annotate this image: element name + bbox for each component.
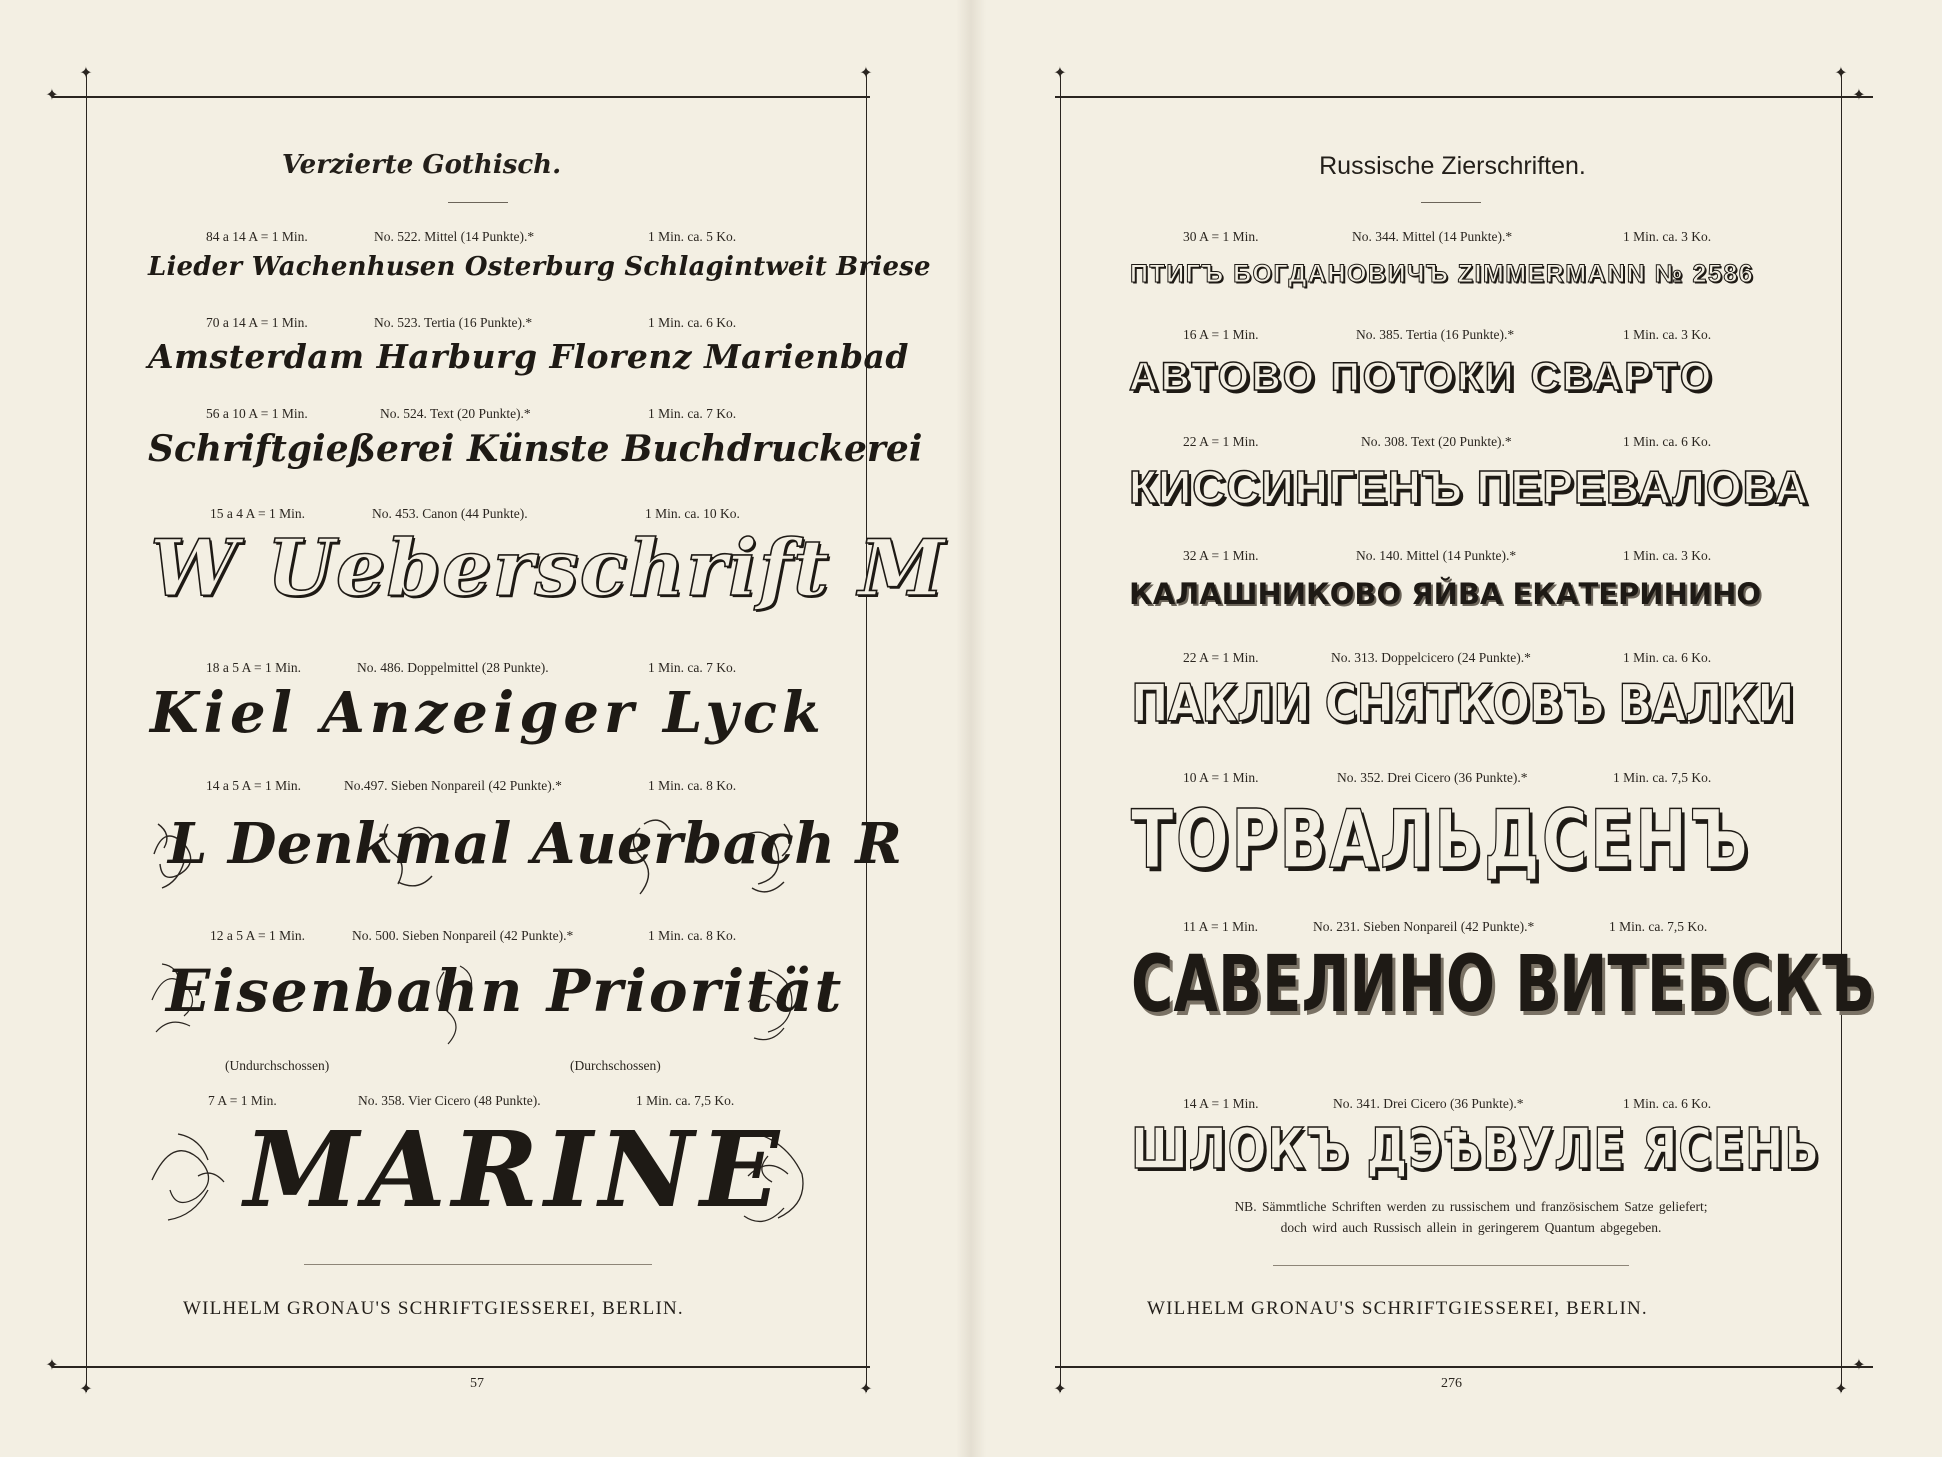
frame-top-rule (1055, 96, 1873, 98)
spec-price: 1 Min. ca. 8 Ko. (648, 928, 737, 943)
spec-quantity: 56 a 10 A = 1 Min. (206, 406, 308, 421)
spec-number-size (1331, 650, 1531, 666)
spec-number: No. 308. (1361, 434, 1408, 449)
spec-quantity: 84 a 14 A = 1 Min. (206, 229, 308, 244)
type-sample: Lieder Wachenhusen Osterburg Schlagintweit Briese (148, 252, 931, 282)
spec-number-size (1356, 548, 1516, 564)
spec-number: No. 486. (357, 660, 404, 675)
spec-size: Mittel (14 Punkte).* (1406, 548, 1517, 563)
spec-number-size (374, 229, 534, 245)
spec-number-size (1361, 434, 1512, 450)
spec-price: 1 Min. ca. 3 Ko. (1623, 327, 1712, 342)
spec-price: 1 Min. ca. 6 Ko. (1623, 650, 1712, 665)
publisher-footer: WILHELM GRONAU'S SCHRIFTGIESSEREI, BERLIN. (183, 1298, 684, 1319)
frame-left-rule (86, 72, 87, 1392)
spec-price: 1 Min. ca. 6 Ko. (1623, 1096, 1712, 1111)
spec-size: Doppelcicero (24 Punkte).* (1381, 650, 1531, 665)
frame-bottom-rule (52, 1366, 870, 1368)
spec-number: No. 344. (1352, 229, 1399, 244)
spec-number: No.497. (344, 778, 388, 793)
spec-number: No. 358. (358, 1093, 405, 1108)
spec-price: 1 Min. ca. 7,5 Ko. (636, 1093, 735, 1108)
frame-side-ornament-icon: ✦ (45, 1357, 59, 1374)
spec-number: No. 140. (1356, 548, 1403, 563)
spec-size: Doppelmittel (28 Punkte). (407, 660, 549, 675)
spec-number: No. 500. (352, 928, 399, 943)
spec-quantity: 14 a 5 A = 1 Min. (206, 778, 301, 793)
frame-corner-ornament-icon: ✦ (1053, 65, 1067, 82)
frame-corner-ornament-icon: ✦ (1053, 1381, 1067, 1398)
spec-quantity: 7 A = 1 Min. (208, 1093, 277, 1108)
type-sample: КАЛАШНИКОВО ЯЙВА ЕКАТЕРИНИНО (1129, 577, 1762, 611)
frame-corner-ornament-icon: ✦ (859, 65, 873, 82)
frame-bottom-rule (1055, 1366, 1873, 1368)
spec-number-size (1352, 229, 1512, 245)
spec-size: Sieben Nonpareil (42 Punkte).* (1363, 919, 1535, 934)
frame-corner-ornament-icon: ✦ (859, 1381, 873, 1398)
spec-price: 1 Min. ca. 7,5 Ko. (1609, 919, 1708, 934)
spec-size: Sieben Nonpareil (42 Punkte).* (390, 778, 562, 793)
type-sample: ТОРВАЛЬДСЕНЪ (1131, 793, 1751, 886)
spec-price: 1 Min. ca. 7 Ko. (648, 406, 737, 421)
type-sample: Eisenbahn Priorität (166, 957, 844, 1025)
spec-size: Drei Cicero (36 Punkte).* (1383, 1096, 1524, 1111)
spec-quantity: 22 A = 1 Min. (1183, 434, 1259, 449)
spec-size: Mittel (14 Punkte).* (1402, 229, 1513, 244)
spec-number-size (380, 406, 531, 422)
spec-number-size (1337, 770, 1527, 786)
publisher-footer: WILHELM GRONAU'S SCHRIFTGIESSEREI, BERLIN. (1147, 1298, 1648, 1319)
frame-top-rule (52, 96, 870, 98)
spec-number-size (1313, 919, 1534, 935)
spec-number-size (1333, 1096, 1523, 1112)
type-sample: ПАКЛИ СНЯТКОВЪ ВАЛКИ (1131, 674, 1794, 734)
spec-price: 1 Min. ca. 7 Ko. (648, 660, 737, 675)
right-page (971, 0, 1942, 1457)
type-sample: ПТИГЪ БОГДАНОВИЧЪ ZIMMERMANN № 2586 (1130, 260, 1755, 288)
type-sample: W Ueberschrift M (150, 523, 946, 614)
spec-number-size (358, 1093, 541, 1109)
spec-price: 1 Min. ca. 6 Ko. (1623, 434, 1712, 449)
spec-number-size (374, 315, 532, 331)
spec-number: No. 352. (1337, 770, 1384, 785)
spec-price: 1 Min. ca. 6 Ko. (648, 315, 737, 330)
page-title: Verzierte Gothisch. (281, 150, 562, 180)
spec-quantity: 11 A = 1 Min. (1183, 919, 1259, 934)
spec-size: Canon (44 Punkte). (422, 506, 528, 521)
spec-price: 1 Min. ca. 5 Ko. (648, 229, 737, 244)
spec-price: 1 Min. ca. 8 Ko. (648, 778, 737, 793)
footer-divider (1273, 1265, 1629, 1266)
spec-number: No. 231. (1313, 919, 1360, 934)
spec-price: 1 Min. ca. 3 Ko. (1623, 548, 1712, 563)
spec-number: No. 341. (1333, 1096, 1380, 1111)
footer-divider (304, 1264, 652, 1265)
spec-quantity: 22 A = 1 Min. (1183, 650, 1259, 665)
spec-size: Vier Cicero (48 Punkte). (408, 1093, 541, 1108)
page-number: 57 (470, 1376, 484, 1391)
spec-size: Text (20 Punkte).* (430, 406, 531, 421)
spec-quantity: 12 a 5 A = 1 Min. (210, 928, 305, 943)
spec-quantity: 30 A = 1 Min. (1183, 229, 1259, 244)
frame-left-rule (1060, 72, 1061, 1392)
spec-size: Tertia (16 Punkte).* (424, 315, 533, 330)
spec-quantity: 10 A = 1 Min. (1183, 770, 1259, 785)
frame-side-ornament-icon: ✦ (1852, 1357, 1866, 1374)
spec-number: No. 524. (380, 406, 427, 421)
spec-number: No. 453. (372, 506, 419, 521)
frame-corner-ornament-icon: ✦ (1834, 65, 1848, 82)
type-sample: КИССИНГЕНЪ ПЕРЕВАЛОВА (1129, 461, 1809, 513)
type-sample: Schriftgießerei Künste Buchdruckerei (148, 428, 923, 470)
footnote-line-1: NB. Sämmtliche Schriften werden zu russischem und französischem Satze geliefert; (1234, 1199, 1708, 1214)
frame-side-ornament-icon: ✦ (45, 87, 59, 104)
spec-number: No. 522. (374, 229, 421, 244)
frame-side-ornament-icon: ✦ (1852, 87, 1866, 104)
type-sample: L Denkmal Auerbach R (168, 811, 903, 877)
spec-quantity: 14 A = 1 Min. (1183, 1096, 1259, 1111)
frame-corner-ornament-icon: ✦ (79, 1381, 93, 1398)
spec-size: Drei Cicero (36 Punkte).* (1387, 770, 1528, 785)
spec-quantity: 32 A = 1 Min. (1183, 548, 1259, 563)
spec-price: 1 Min. ca. 10 Ko. (645, 506, 740, 521)
spec-quantity: 15 a 4 A = 1 Min. (210, 506, 305, 521)
spec-number-size (372, 506, 528, 522)
spec-quantity: 70 a 14 A = 1 Min. (206, 315, 308, 330)
spec-number-size (1356, 327, 1514, 343)
sample-caption-right: (Durchschossen) (570, 1058, 661, 1073)
spec-number: No. 313. (1331, 650, 1378, 665)
type-sample: Amsterdam Harburg Florenz Marienbad (148, 337, 909, 376)
spec-size: Tertia (16 Punkte).* (1406, 327, 1515, 342)
type-sample: MARINE (244, 1108, 786, 1231)
type-sample: АВТОВО ПОТОКИ СВАРТО (1129, 355, 1714, 399)
page-title: Russische Zierschriften. (1319, 152, 1586, 180)
spec-number-size (344, 778, 562, 794)
sample-caption-left: (Undurchschossen) (225, 1058, 330, 1073)
spec-size: Mittel (14 Punkte).* (424, 229, 535, 244)
page-number: 276 (1441, 1376, 1462, 1391)
type-sample: САВЕЛИНО ВИТЕБСКЪ (1131, 940, 1875, 1030)
spec-number: No. 385. (1356, 327, 1403, 342)
spec-quantity: 18 a 5 A = 1 Min. (206, 660, 301, 675)
title-divider (448, 202, 508, 203)
frame-right-rule (1841, 72, 1842, 1392)
spec-number: No. 523. (374, 315, 421, 330)
frame-corner-ornament-icon: ✦ (1834, 1381, 1848, 1398)
footnote-line-2: doch wird auch Russisch allein in geringerem Quantum abgegeben. (1280, 1220, 1662, 1235)
spec-quantity: 16 A = 1 Min. (1183, 327, 1259, 342)
spec-price: 1 Min. ca. 3 Ko. (1623, 229, 1712, 244)
spec-number-size (357, 660, 549, 676)
spec-size: Text (20 Punkte).* (1411, 434, 1512, 449)
title-divider (1421, 202, 1481, 203)
type-sample: ШЛОКЪ ДЭѢВУЛЕ ЯСЕНЬ (1131, 1117, 1821, 1182)
spec-number-size (352, 928, 573, 944)
spec-price: 1 Min. ca. 7,5 Ko. (1613, 770, 1712, 785)
spec-size: Sieben Nonpareil (42 Punkte).* (402, 928, 574, 943)
type-sample: Kiel Anzeiger Lyck (150, 680, 826, 746)
frame-corner-ornament-icon: ✦ (79, 65, 93, 82)
